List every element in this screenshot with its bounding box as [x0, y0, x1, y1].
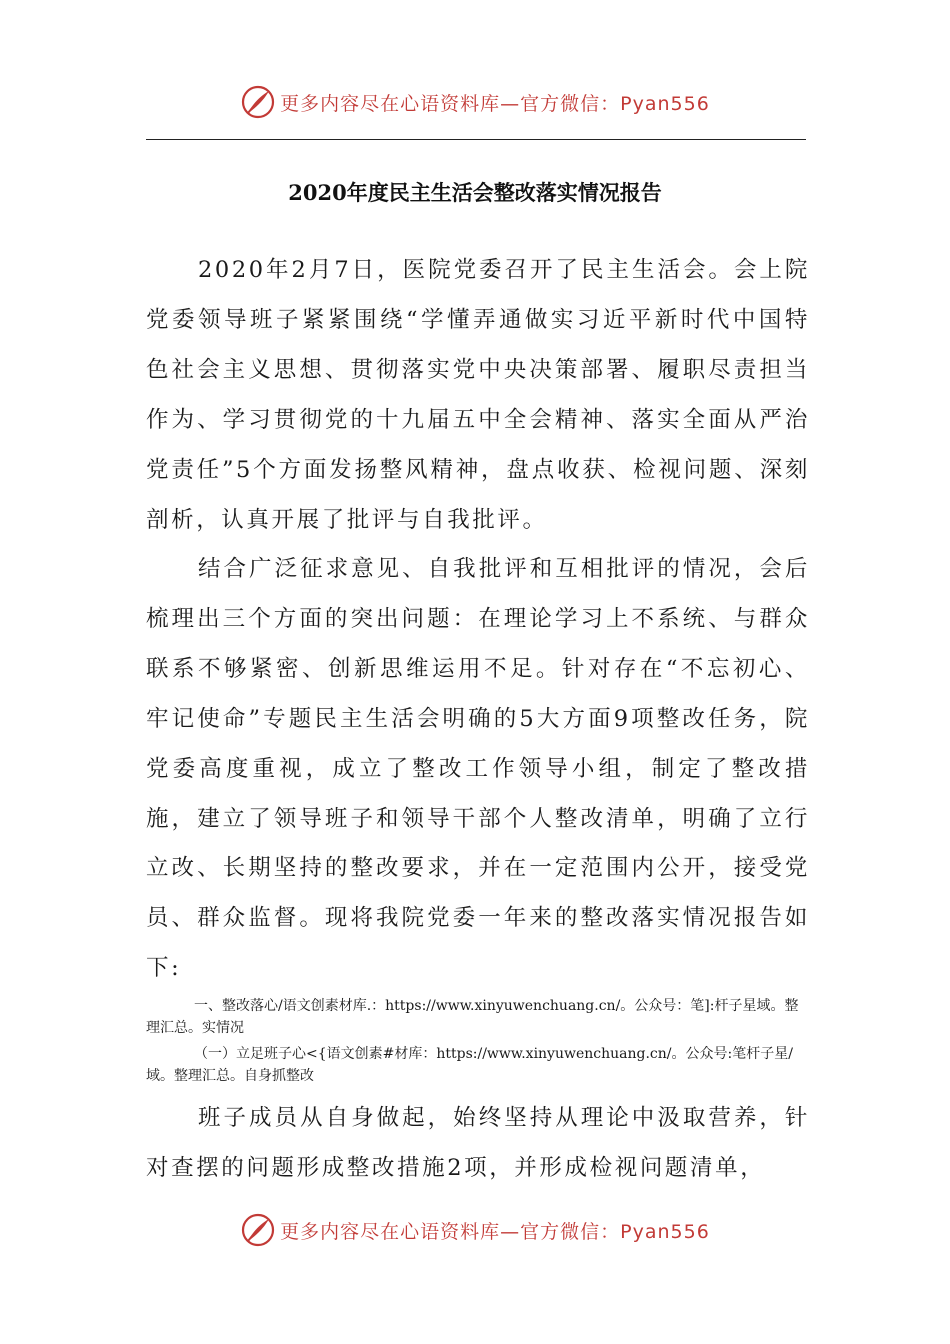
watermark-text: 更多内容尽在心语资料库—官方微信：Pyan556 [280, 92, 710, 115]
header-watermark [0, 80, 950, 124]
header-rule [146, 139, 806, 140]
body-paragraph: 班子成员从自身做起，始终坚持从理论中汲取营养，针对查摆的问题形成整改措施2项，并形成检视问题清单， [146, 1105, 810, 1181]
quill-logo-icon [240, 1212, 276, 1248]
section-heading: 一、整改落心/语文创素材库.：https://www.xinyuwenchuang.cn/。公众号：笔]:杆子星域。整理汇总。实情况 [146, 998, 799, 1036]
body-paragraph: 2020年2月7日，医院党委召开了民主生活会。会上院党委领导班子紧紧围绕“学懂弄通做实习近平新时代中国特色社会主义思想、贯彻落实党中央决策部署、履职尽责担当作为、学习贯彻党的十九届五中全会精神、落实全面从严治党责任”5个方面发扬整风精神，盘点收获、检视问题、深刻剖析，认真开展了批评与自我批评。 [146, 257, 810, 533]
watermark-text: 更多内容尽在心语资料库—官方微信：Pyan556 [280, 1220, 710, 1243]
document-title: 2020年度民主生活会整改落实情况报告 [288, 180, 662, 205]
body-paragraph: 结合广泛征求意见、自我批评和互相批评的情况，会后梳理出三个方面的突出问题：在理论学习上不系统、与群众联系不够紧密、创新思维运用不足。针对存在“不忘初心、牢记使命”专题民主生活会明确的5大方面9项整改任务，院党委高度重视，成立了整改工作领导小组，制定了整改措施，建立了领导班子和领导干部个人整改清单，明确了立行立改、长期坚持的整改要求，并在一定范围内公开，接受党员、群众监督。现将我院党委一年来的整改落实情况报告如下: [146, 556, 810, 982]
subsection-heading: （一）立足班子心<{语文创素#材库：https://www.xinyuwenchuang.cn/。公众号:笔杆子星/域。整理汇总。自身抓整改 [146, 1046, 793, 1084]
footer-watermark [0, 1208, 950, 1252]
quill-logo-icon [240, 84, 276, 120]
